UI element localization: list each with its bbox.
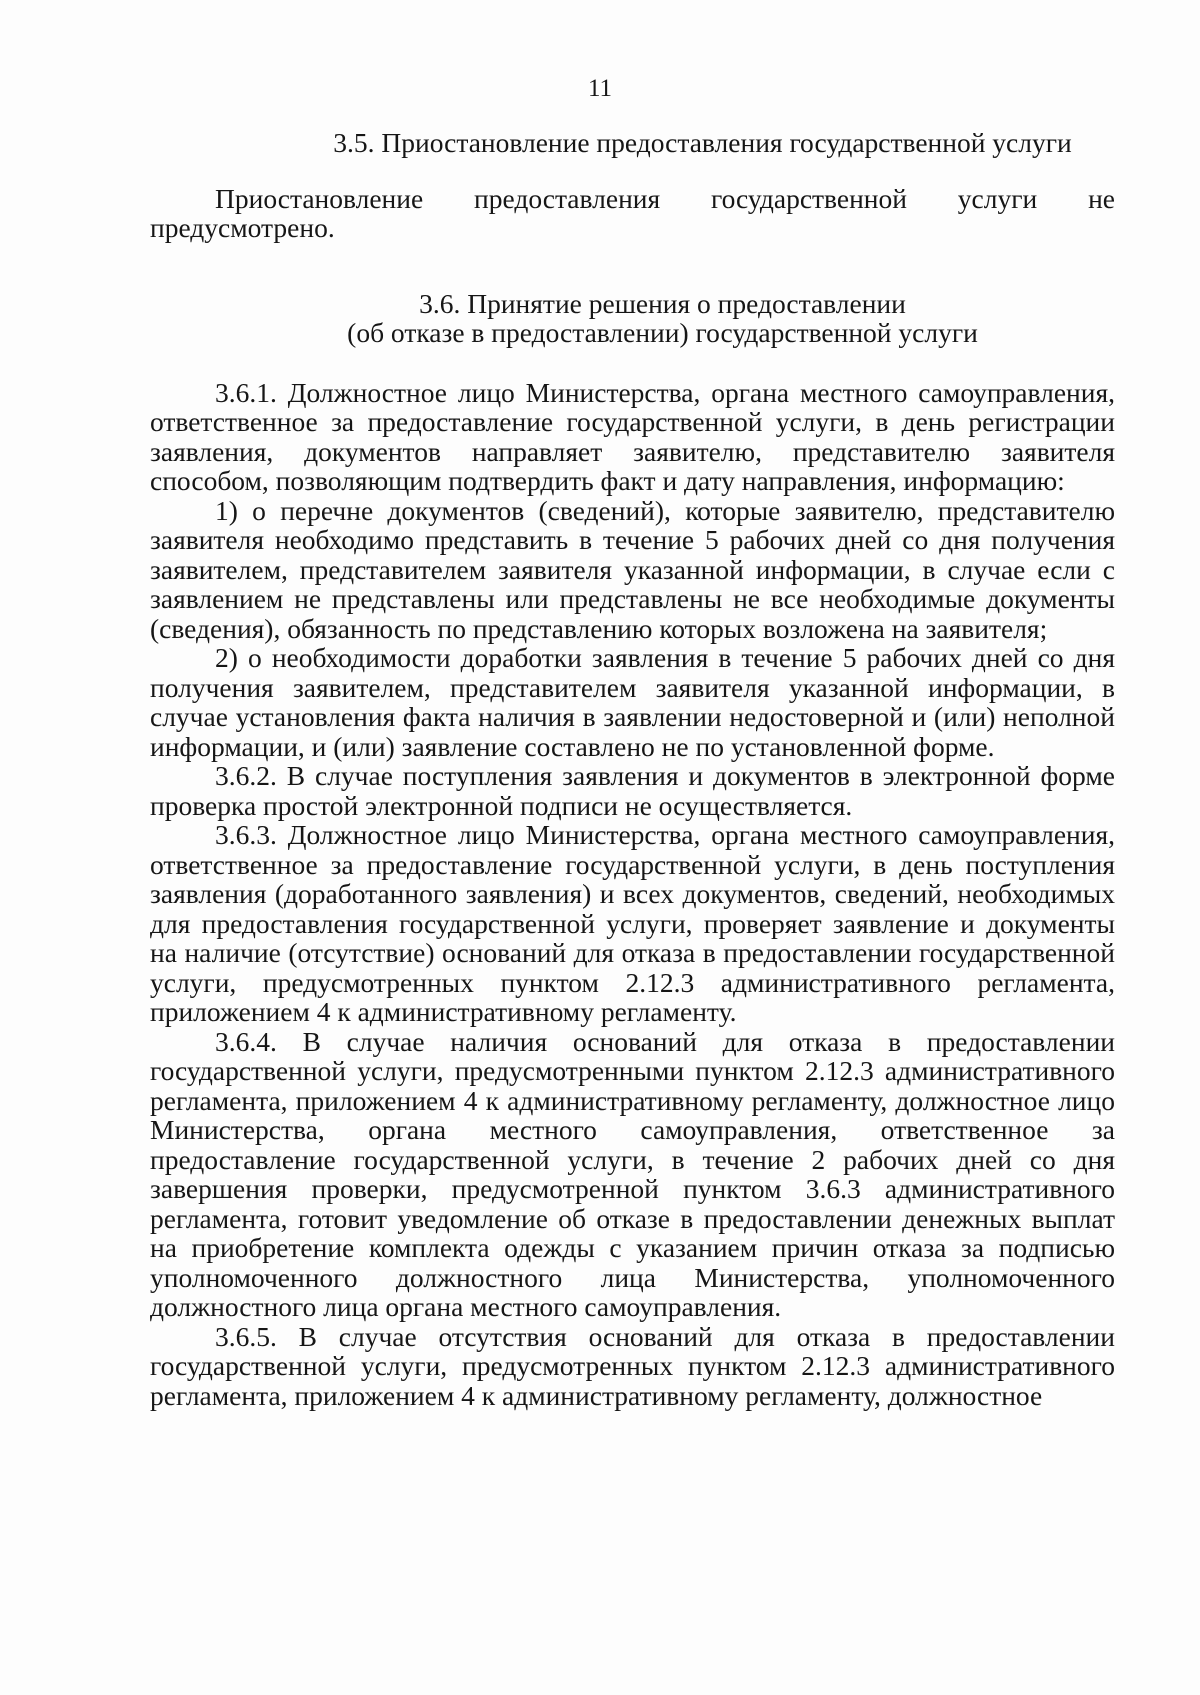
page-content xyxy=(150,128,1115,1410)
section-3-6-title-line2: (об отказе в предоставлении) государственной услуги xyxy=(347,317,978,348)
paragraph-3-6-3: 3.6.3. Должностное лицо Министерства, органа местного самоуправления, ответственное за предоставление государственной услуги, в день поступления заявления (доработанного заявления) и всех документов, сведений, необходимых для предоставления государственной услуги, проверяет заявление и документы на наличие (отсутствие) оснований для отказа в предоставлении государственной услуги, предусмотренных пунктом 2.12.3 административного регламента, приложением 4 к административному регламенту. xyxy=(150,819,1115,1027)
list-item-1: 1) о перечне документов (сведений), которые заявителю, представителю заявителя необходимо представить в течение 5 рабочих дней со дня получения заявителем, представителем заявителя указанной информации, в случае если с заявлением не представлены или представлены не все необходимые документы (сведения), обязанность по представлению которых возложена на заявителя; xyxy=(150,494,1115,644)
section-3-5-text: Приостановление предоставления государственной услуги не предусмотрено. xyxy=(150,182,1115,243)
paragraph-3-6-4: 3.6.4. В случае наличия оснований для отказа в предоставлении государственной услуги, предусмотренными пунктом 2.12.3 административного регламента, приложением 4 к административному регламенту, должностное лицо Министерства, органа местного самоуправления, ответственное за предоставление государственной услуги, в течение 2 рабочих дней со дня завершения проверки, предусмотренной пунктом 3.6.3 административного регламента, готовит уведомление об отказе в предоставлении денежных выплат на приобретение комплекта одежды с указанием причин отказа за подписью уполномоченного должностного лица Министерства, уполномоченного должностного лица органа местного самоуправления. xyxy=(150,1025,1115,1322)
section-3-6-title-line1: 3.6. Принятие решения о предоставлении xyxy=(419,287,906,319)
list-item-2: 2) о необходимости доработки заявления в течение 5 рабочих дней со дня получения заявителем, представителем заявителя указанной информации, в случае установления факта наличия в заявлении недостоверной и (или) неполной информации, и (или) заявление составлено не по установленной форме. xyxy=(150,642,1115,762)
section-3-5-title: 3.5. Приостановление предоставления государственной услуги xyxy=(333,127,1072,158)
paragraph-3-6-5: 3.6.5. В случае отсутствия оснований для отказа в предоставлении государственной услуги, предусмотренных пунктом 2.12.3 административного регламента, приложением 4 к административному регламенту, должностное xyxy=(150,1320,1115,1411)
section-3-6-title xyxy=(150,289,1115,348)
page-number: 11 xyxy=(587,75,613,102)
paragraph-3-6-2: 3.6.2. В случае поступления заявления и документов в электронной форме проверка простой электронной подписи не осуществляется. xyxy=(150,760,1115,821)
paragraph-3-6-1: 3.6.1. Должностное лицо Министерства, органа местного самоуправления, ответственное за предоставление государственной услуги, в день регистрации заявления, документов направляет заявителю, представителю заявителя способом, позволяющим подтвердить факт и дату направления, информацию: xyxy=(150,376,1115,496)
